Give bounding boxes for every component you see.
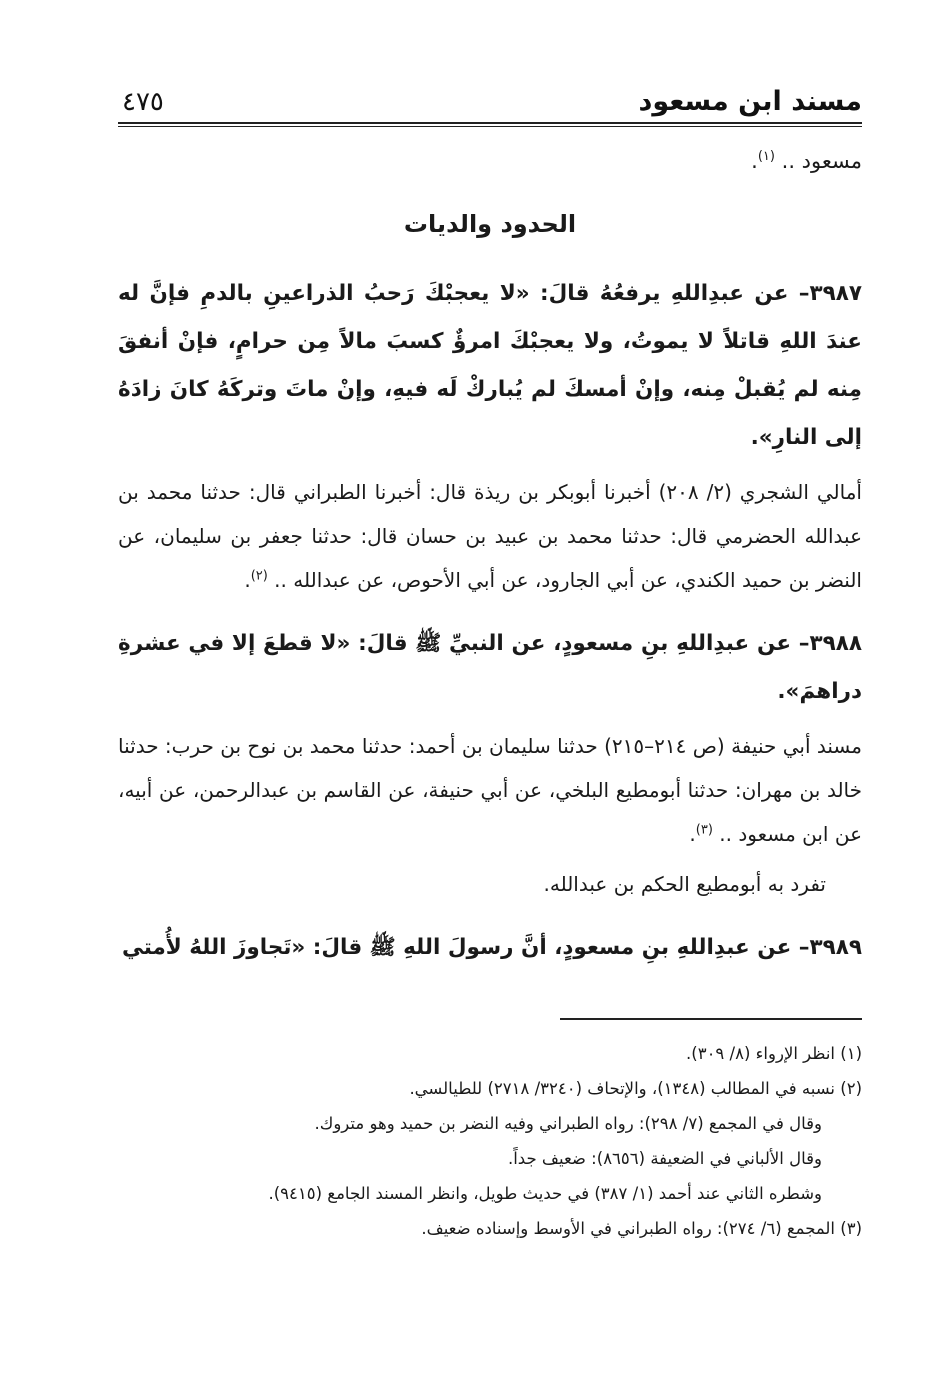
footnote: (٢) نسبه في المطالب (١٣٤٨)، والإتحاف (٣٢٤٠/ ٢٧١٨) للطيالسي. xyxy=(409,1079,862,1098)
footnote-ref: (١) xyxy=(757,149,775,164)
hadith-entry xyxy=(118,924,862,972)
running-title: مسند ابن مسعود xyxy=(638,86,862,117)
footnote-continuation: وقال الألباني في الضعيفة (٨٦٥٦): ضعيف جداً. xyxy=(507,1149,822,1168)
header-rule-thin xyxy=(118,126,862,127)
hadith-number: ٣٩٨٨ xyxy=(809,631,862,656)
source-text: أمالي الشجري (٢/ ٢٠٨) أخبرنا أبوبكر بن ريذة قال: أخبرنا الطبراني قال: حدثنا محمد بن عبدالله الحضرمي قال: حدثنا محمد بن عبيد بن حسان قال: حدثنا جعفر بن سليمان، عن النضر بن حميد الكندي، عن أبي الجارود، عن أبي الأحوص، عن عبدالله .. xyxy=(118,480,862,592)
page-header xyxy=(118,84,862,124)
section-title: الحدود والديات xyxy=(403,210,577,238)
hadith-source: أمالي الشجري (٢/ ٢٠٨) أخبرنا أبوبكر بن ريذة قال: أخبرنا الطبراني قال: حدثنا محمد بن عبدالله الحضرمي قال: حدثنا محمد بن عبيد بن حسان قال: حدثنا جعفر بن سليمان، عن النضر بن حميد الكندي، عن أبي الجارود، عن أبي الأحوص، عن عبدالله .. $^{(٢)}$. xyxy=(118,480,862,592)
page-body xyxy=(118,140,862,972)
page-number: ٤٧٥ xyxy=(122,87,164,117)
source-text: مسند أبي حنيفة (ص ٢١٤–٢١٥) حدثنا سليمان بن أحمد: حدثنا محمد بن نوح بن حرب: حدثنا خالد بن مهران: حدثنا أبومطيع البلخي، عن أبي حنيفة، عن القاسم بن عبدالرحمن، عن أبيه، عن ابن مسعود .. xyxy=(118,734,862,846)
footnote-ref: (٣) xyxy=(695,822,713,838)
footnote-ref: (٢) xyxy=(250,568,268,584)
hadith-body: – عن عبدِاللهِ بنِ مسعودٍ، عن النبيِّ ﷺ قالَ: «لا قطعَ إلا في عشرةِ دراهمَ». xyxy=(118,631,862,704)
hadith-body: – عن عبدِاللهِ بنِ مسعودٍ، أنَّ رسولَ اللهِ ﷺ قالَ: «تَجاوزَ اللهُ لأُمتي xyxy=(121,935,810,960)
hadith-text xyxy=(118,270,862,462)
hadith-body: – عن عبدِاللهِ يرفعُهُ قالَ: «لا يعجبْكَ رَحبُ الذراعينِ بالدمِ فإنَّ له عندَ اللهِ قاتلاً لا يموتُ، ولا يعجبْكَ امرؤٌ كسبَ مالاً مِن حرامٍ، فإنْ أنفقَ مِنه لم يُقبلْ مِنه، وإنْ أمسكَ لم يُباركْ لَه فيهِ، وإنْ ماتَ وتركَهُ كانَ زادَهُ إلى النارِ». xyxy=(118,281,862,450)
hadith-number: ٣٩٨٧ xyxy=(809,281,862,306)
footnotes xyxy=(118,1036,862,1246)
hadith-number: ٣٩٨٩ xyxy=(809,935,862,960)
hadith-source: مسند أبي حنيفة (ص ٢١٤–٢١٥) حدثنا سليمان بن أحمد: حدثنا محمد بن نوح بن حرب: حدثنا خالد بن مهران: حدثنا أبومطيع البلخي، عن أبي حنيفة، عن القاسم بن عبدالرحمن، عن أبيه، عن ابن مسعود .. $^{(٣)}$. xyxy=(118,734,862,846)
hadith-note: تفرد به أبومطيع الحكم بن عبدالله. xyxy=(543,872,826,896)
footnote-separator xyxy=(560,1018,862,1020)
carryover-text: مسعود .. $^{(١)}$. xyxy=(751,149,862,173)
carryover-line: مسعود .. xyxy=(774,149,862,173)
hadith-text xyxy=(118,620,862,716)
footnote: (١) انظر الإرواء (٨/ ٣٠٩). xyxy=(686,1044,862,1063)
hadith-text xyxy=(118,924,862,972)
header-rule xyxy=(118,122,862,124)
hadith-entry xyxy=(118,270,862,602)
hadith-entry xyxy=(118,620,862,906)
footnote-continuation: وشطره الثاني عند أحمد (١/ ٣٨٧) في حديث طويل، وانظر المسند الجامع (٩٤١٥). xyxy=(268,1184,822,1203)
footnote: (٣) المجمع (٦/ ٢٧٤): رواه الطبراني في الأوسط وإسناده ضعيف. xyxy=(421,1219,862,1238)
footnote-continuation: وقال في المجمع (٧/ ٢٩٨): رواه الطبراني وفيه النضر بن حميد وهو متروك. xyxy=(314,1114,822,1133)
